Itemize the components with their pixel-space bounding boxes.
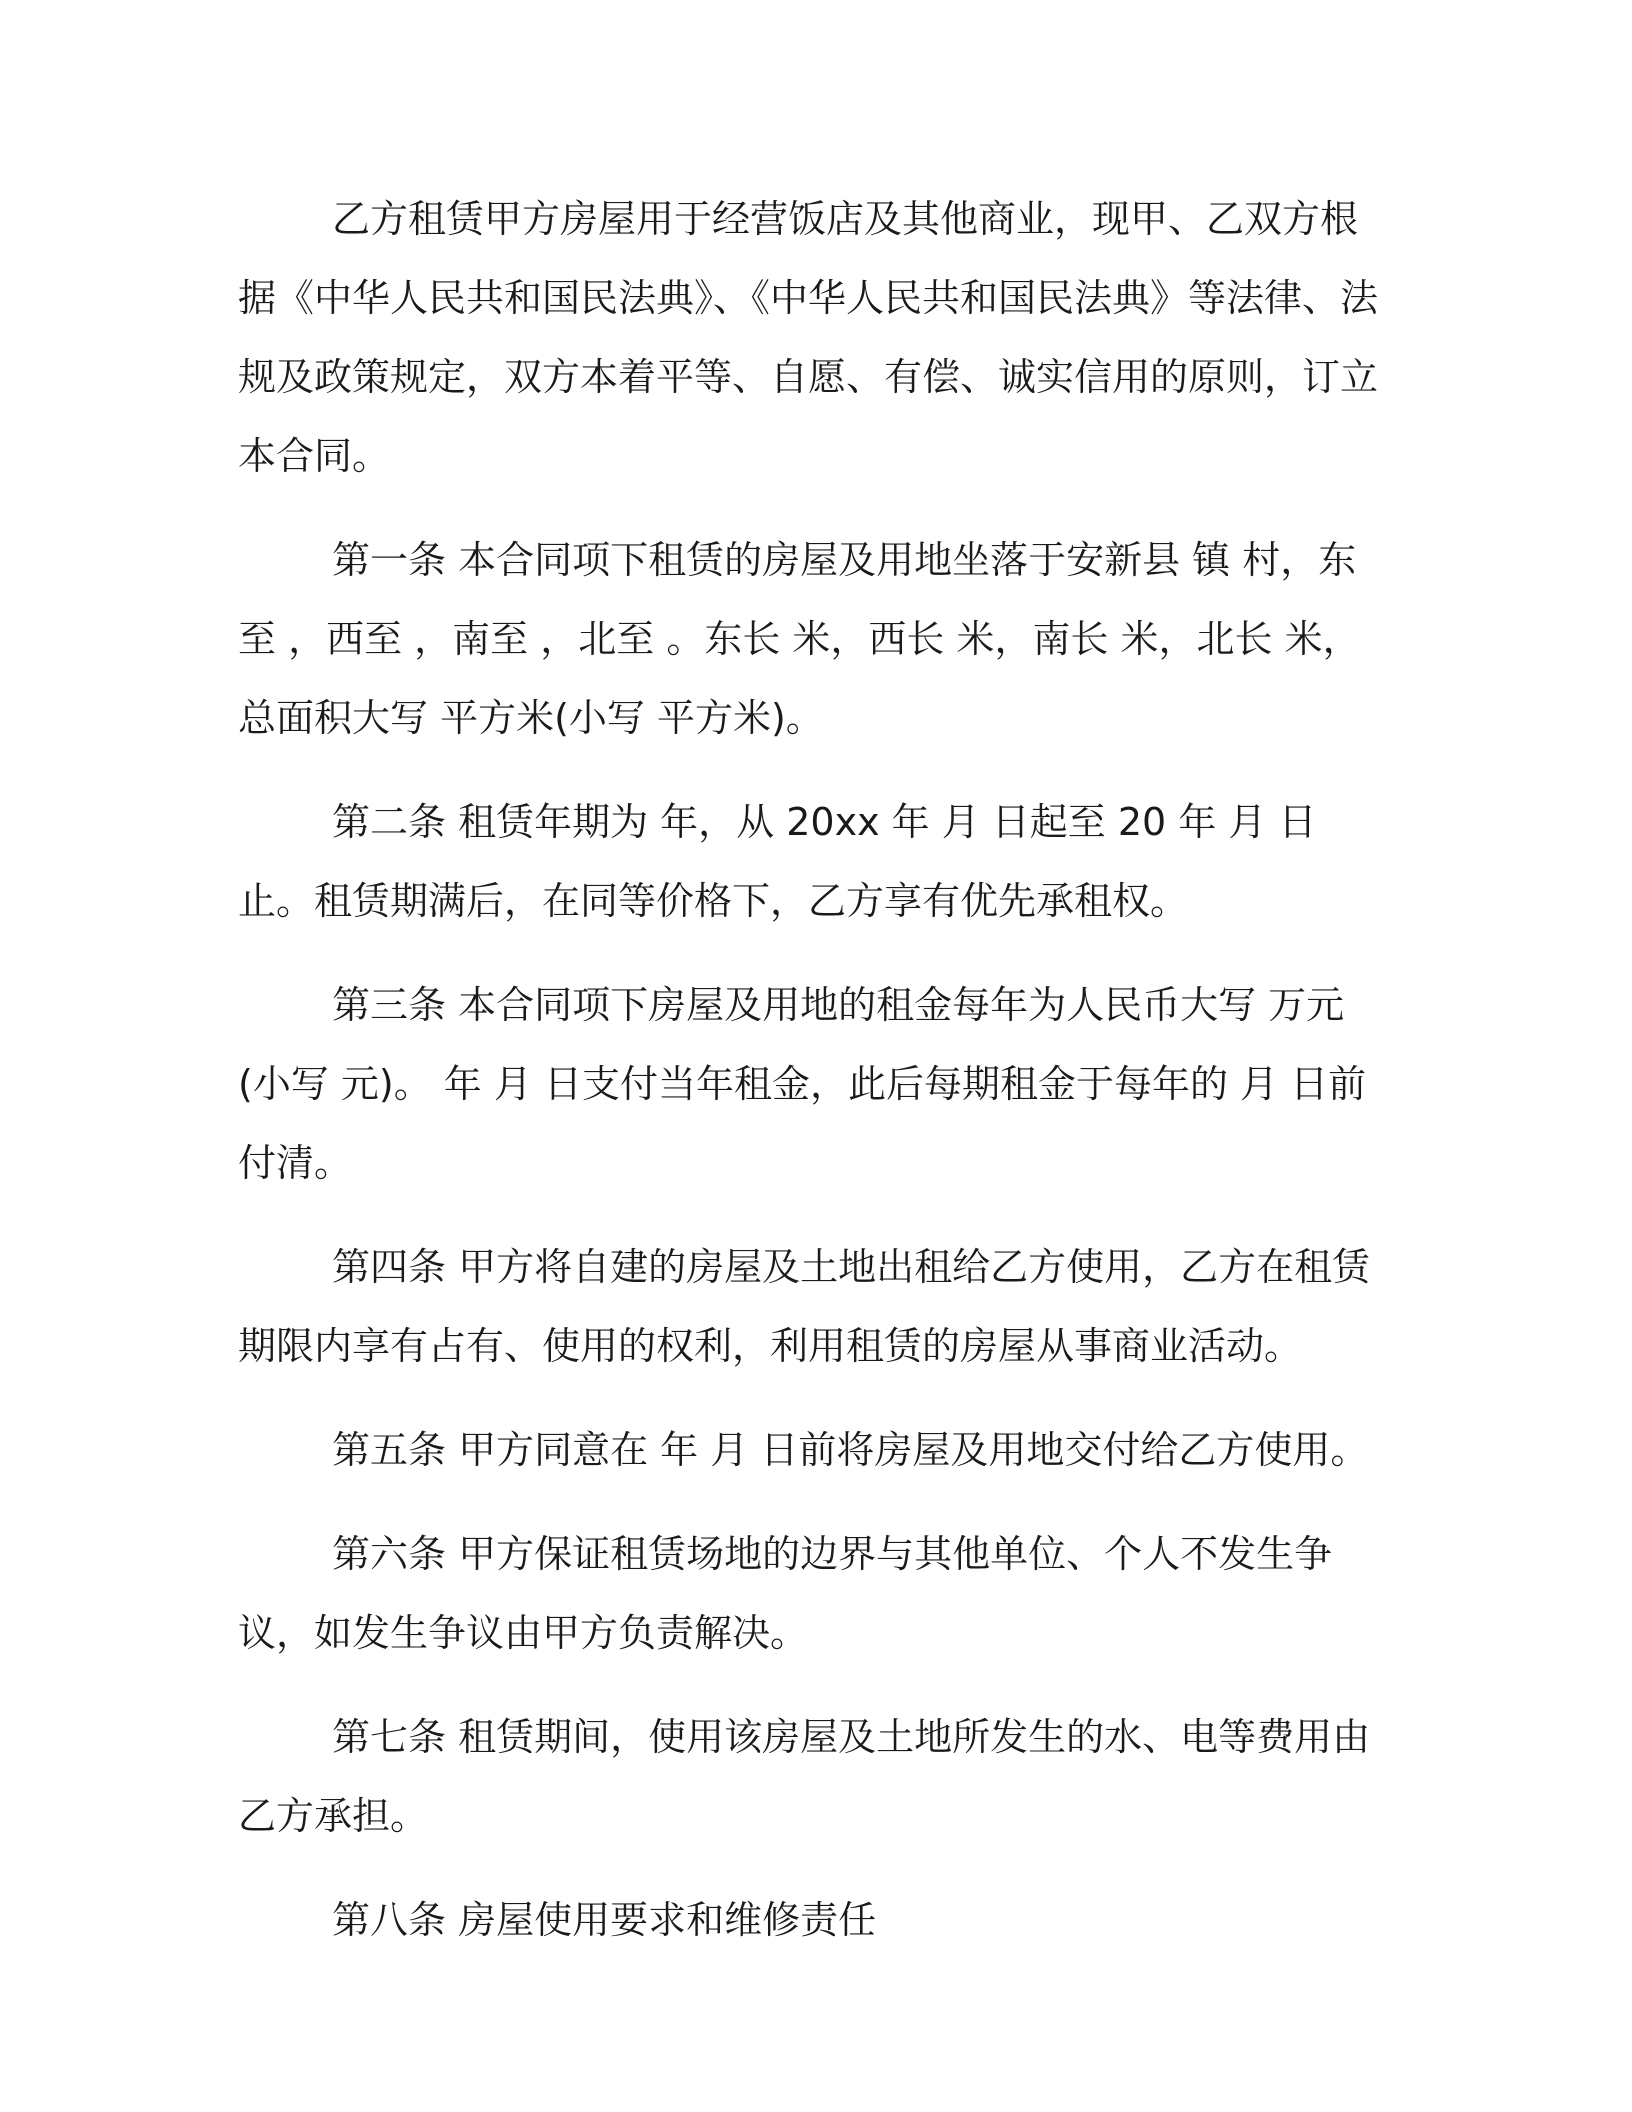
article-5-paragraph: 第五条 甲方同意在 年 月 日前将房屋及用地交付给乙方使用。 bbox=[332, 1428, 1369, 1472]
article-8-heading: 第八条 房屋使用要求和维修责任 bbox=[332, 1898, 877, 1942]
article-7-paragraph: 第七条 租赁期间，使用该房屋及土地所发生的水、电等费用由乙方承担。 bbox=[238, 1715, 1371, 1838]
preamble-paragraph: 乙方租赁甲方房屋用于经营饭店及其他商业，现甲、乙双方根据《中华人民共和国民法典》、《中华人民共和国民法典》等法律、法规及政策规定，双方本着平等、自愿、有偿、诚实信用的原则，订立本合同。 bbox=[238, 197, 1379, 478]
article-4-paragraph: 第四条 甲方将自建的房屋及土地出租给乙方使用，乙方在租赁期限内享有占有、使用的权利，利用租赁的房屋从事商业活动。 bbox=[238, 1245, 1371, 1368]
article-1-paragraph: 第一条 本合同项下租赁的房屋及用地坐落于安新县 镇 村，东至 ，西至 ，南至 ，北至 。东长 米，西长 米，南长 米，北长 米，总面积大写 平方米(小写 平方米)。 bbox=[238, 538, 1361, 740]
contract-body bbox=[238, 180, 1388, 1960]
article-2-paragraph: 第二条 租赁年期为 年，从 20xx 年 月 日起至 20 年 月 日止。租赁期满后，在同等价格下，乙方享有优先承租权。 bbox=[238, 800, 1317, 923]
article-6-paragraph: 第六条 甲方保证租赁场地的边界与其他单位、个人不发生争议，如发生争议由甲方负责解决。 bbox=[238, 1532, 1333, 1655]
article-3-paragraph: 第三条 本合同项下房屋及用地的租金每年为人民币大写 万元(小写 元)。 年 月 日支付当年租金，此后每期租金于每年的 月 日前付清。 bbox=[238, 983, 1367, 1185]
